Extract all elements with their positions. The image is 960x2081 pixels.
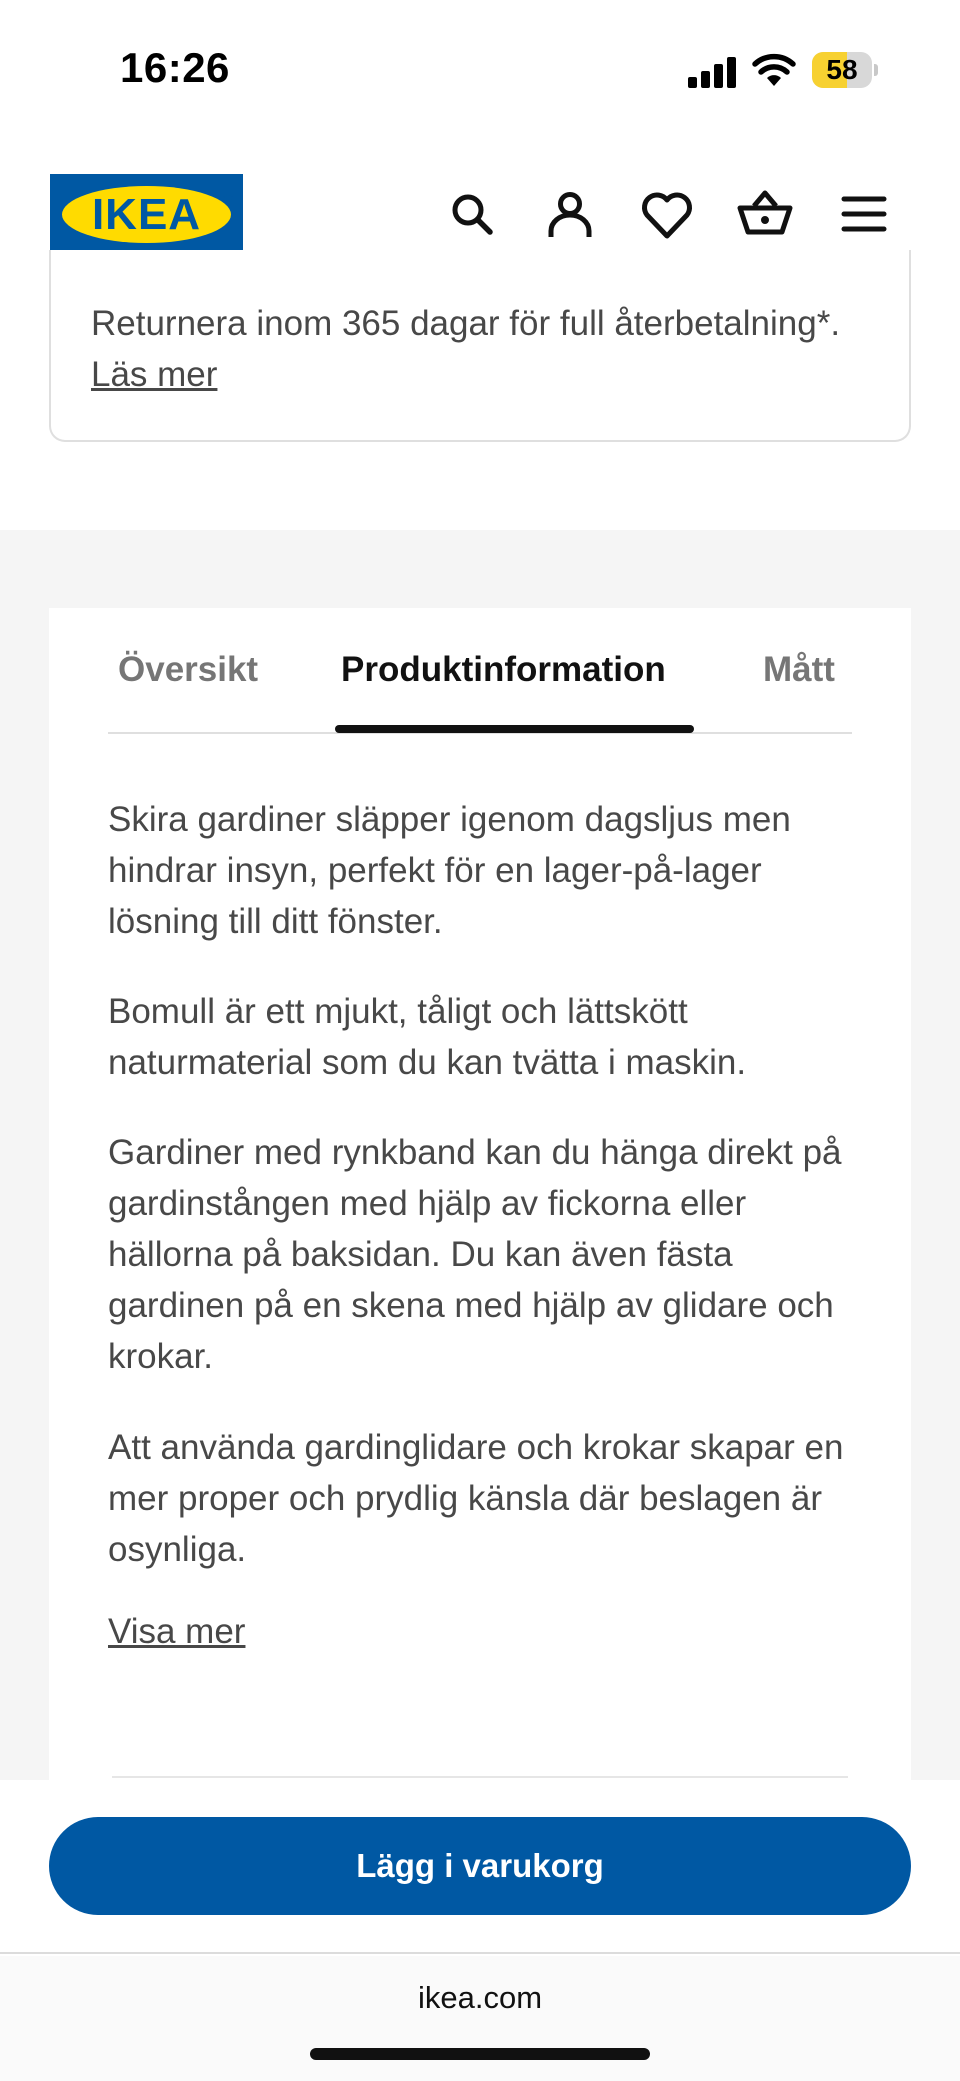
ikea-logo[interactable]: [50, 174, 243, 255]
divider: [112, 1776, 848, 1778]
status-time: 16:26: [120, 44, 230, 91]
product-info-paragraph: Att använda gardinglidare och krokar skapar en mer proper och prydlig känsla där beslagen är osynliga.: [108, 1428, 844, 1569]
account-icon[interactable]: [540, 184, 600, 244]
battery-icon: [812, 52, 878, 88]
cellular-signal-icon: [688, 56, 738, 88]
status-bar: [0, 0, 960, 140]
product-info-paragraph: Gardiner med rynkband kan du hänga direkt på gardinstången med hjälp av fickorna eller hällorna på baksidan. Du kan även fästa gardinen på en skena med hjälp av glidare och krokar.: [108, 1133, 842, 1376]
returns-info-card: [49, 250, 911, 442]
logo-text: IKEA: [91, 190, 202, 239]
battery-level: 58: [826, 54, 858, 85]
tab-overview[interactable]: Översikt: [118, 650, 259, 689]
browser-bar: [0, 1956, 960, 2081]
heart-icon[interactable]: [637, 184, 697, 244]
tab-dimensions[interactable]: Mått: [763, 650, 835, 689]
product-info-paragraph: Skira gardiner släpper igenom dagsljus men hindrar insyn, perfekt för en lager-på-lager lösning till ditt fönster.: [108, 800, 791, 941]
read-more-link[interactable]: Läs mer: [91, 355, 218, 394]
basket-icon[interactable]: [735, 184, 795, 244]
product-tabs: [108, 640, 852, 734]
returns-text: Returnera inom 365 dagar för full återbetalning*. Läs mer: [91, 304, 841, 394]
show-more-link[interactable]: Visa mer: [108, 1612, 246, 1651]
wifi-icon: [752, 52, 796, 88]
active-tab-indicator: [335, 725, 694, 733]
tab-product-information[interactable]: Produktinformation: [341, 650, 666, 689]
url-field[interactable]: ikea.com: [417, 1980, 543, 2015]
product-info-paragraph: Bomull är ett mjukt, tåligt och lättskött naturmaterial som du kan tvätta i maskin.: [108, 992, 747, 1082]
menu-icon[interactable]: [834, 184, 894, 244]
search-icon[interactable]: [442, 184, 502, 244]
home-indicator[interactable]: [310, 2048, 650, 2060]
add-to-cart-button[interactable]: Lägg i varukorg: [49, 1817, 911, 1915]
